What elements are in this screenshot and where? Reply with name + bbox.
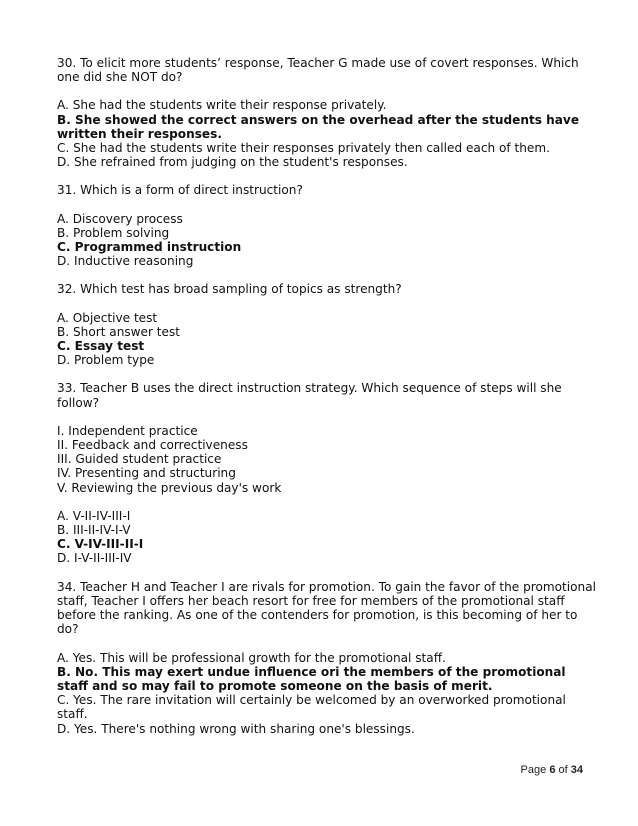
page-footer xyxy=(521,764,583,776)
question-30 xyxy=(57,56,597,169)
option-d: D. Problem type xyxy=(57,353,155,368)
option-b: B. Short answer test xyxy=(57,324,181,339)
option-b: B. Problem solving xyxy=(57,225,170,240)
total-pages: 34 xyxy=(570,764,583,776)
page-word: Page xyxy=(520,764,547,776)
step-item: V. Reviewing the previous day's work xyxy=(57,480,282,495)
option-b-correct: B. No. This may exert undue influence ori the members of the promotional staff and so may fail to promote someone on the basis of merit. xyxy=(57,664,566,693)
option-a: A. V-II-IV-III-I xyxy=(57,508,131,523)
question-stem: 31. Which is a form of direct instruction? xyxy=(57,183,303,198)
step-item: IV. Presenting and structuring xyxy=(57,466,236,481)
option-d: D. Yes. There's nothing wrong with sharing one's blessings. xyxy=(57,721,415,736)
option-b-correct: B. She showed the correct answers on the overhead after the students have written their responses. xyxy=(57,112,580,141)
question-stem: 33. Teacher B uses the direct instruction strategy. Which sequence of steps will she follow? xyxy=(57,381,562,410)
steps-list xyxy=(57,424,597,495)
option-c: C. She had the students write their responses privately then called each of them. xyxy=(57,141,550,156)
page-number: 6 xyxy=(549,764,556,776)
option-d: D. Inductive reasoning xyxy=(57,254,194,269)
option-c: C. Yes. The rare invitation will certainly be welcomed by an overworked promotional staff. xyxy=(57,693,566,722)
option-d: D. I-V-II-III-IV xyxy=(57,551,132,566)
option-c-correct: C. Programmed instruction xyxy=(57,240,242,255)
question-content xyxy=(57,56,597,750)
question-stem: 32. Which test has broad sampling of topics as strength? xyxy=(57,282,402,297)
step-item: III. Guided student practice xyxy=(57,452,222,467)
option-c-correct: C. V-IV-III-II-I xyxy=(57,537,144,552)
option-d: D. She refrained from judging on the student's responses. xyxy=(57,155,408,170)
option-a: A. She had the students write their response privately. xyxy=(57,98,387,113)
options-list xyxy=(57,98,597,169)
option-b: B. III-II-IV-I-V xyxy=(57,523,131,538)
option-a: A. Objective test xyxy=(57,310,158,325)
options-list xyxy=(57,651,597,736)
option-a: A. Yes. This will be professional growth for the promotional staff. xyxy=(57,650,446,665)
question-stem: 30. To elicit more students’ response, Teacher G made use of covert responses. Which one did she NOT do? xyxy=(57,56,579,85)
question-34 xyxy=(57,580,597,736)
option-c-correct: C. Essay test xyxy=(57,339,145,354)
options-list xyxy=(57,212,597,269)
step-item: II. Feedback and correctiveness xyxy=(57,438,248,453)
question-31 xyxy=(57,183,597,268)
option-a: A. Discovery process xyxy=(57,211,183,226)
question-stem: 34. Teacher H and Teacher I are rivals for promotion. To gain the favor of the promotional staff, Teacher I offers her beach resort for free for members of the promotional staff before the ranking. As one of the contenders for promotion, is this becoming of her to do? xyxy=(57,579,596,637)
step-item: I. Independent practice xyxy=(57,423,198,438)
options-list xyxy=(57,509,597,566)
of-word: of xyxy=(558,764,568,776)
question-33 xyxy=(57,381,597,565)
question-32 xyxy=(57,282,597,367)
options-list xyxy=(57,311,597,368)
